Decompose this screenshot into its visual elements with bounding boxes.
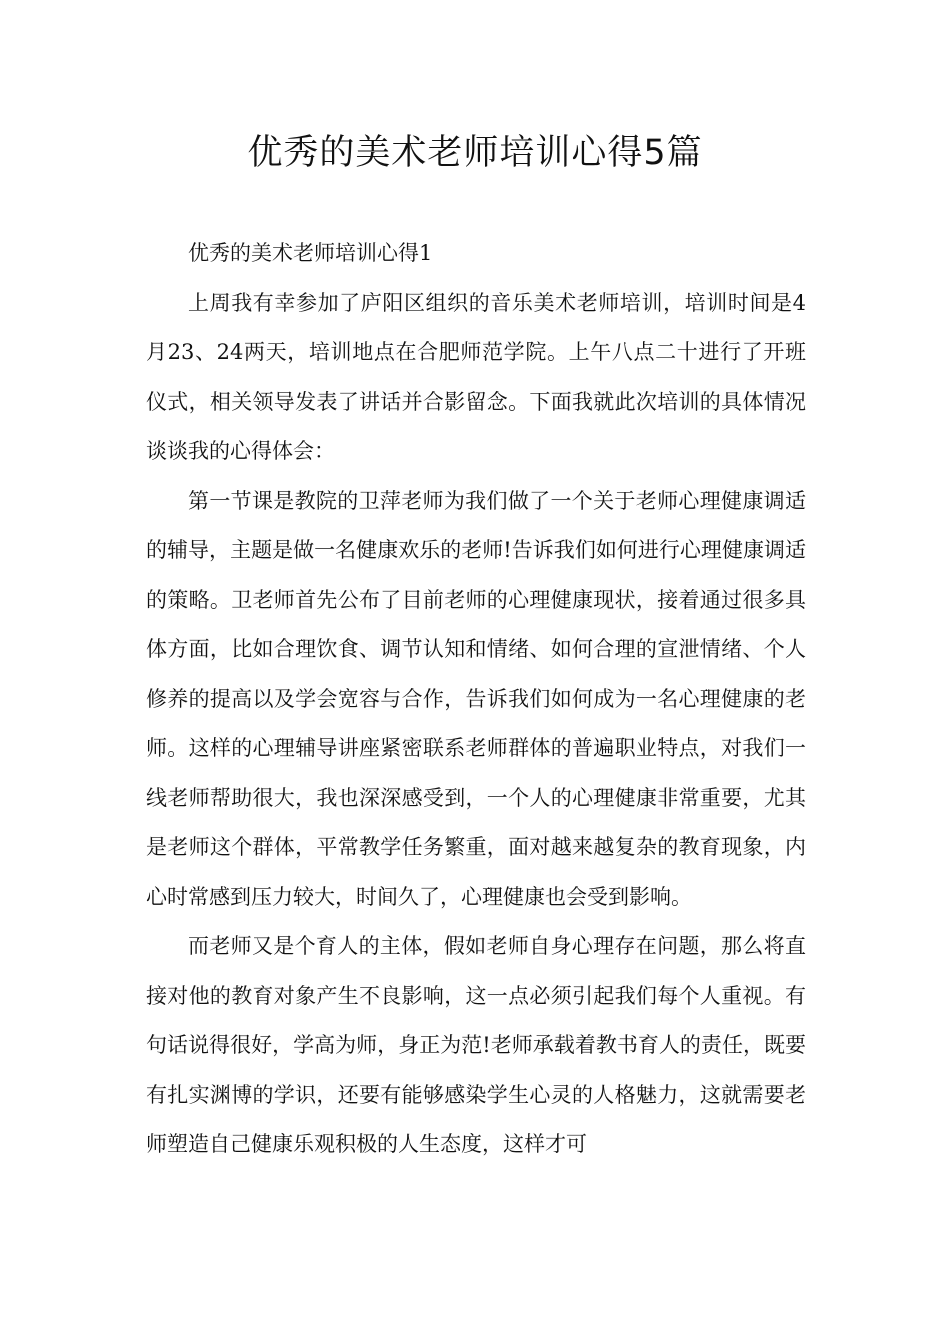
section-heading: 优秀的美术老师培训心得1 bbox=[188, 241, 433, 265]
document-body bbox=[146, 229, 806, 1170]
paragraph-1: 上周我有幸参加了庐阳区组织的音乐美术老师培训，培训时间是4月23、24两天，培训地点在合肥师范学院。上午八点二十进行了开班仪式，相关领导发表了讲话并合影留念。下面我就此次培训的具体情况谈谈我的心得体会： bbox=[146, 290, 806, 463]
paragraph-3: 而老师又是个育人的主体，假如老师自身心理存在问题，那么将直接对他的教育对象产生不良影响，这一点必须引起我们每个人重视。有句话说得很好，学高为师，身正为范!老师承载着教书育人的责任，既要有扎实渊博的学识，还要有能够感染学生心灵的人格魅力，这就需要老师塑造自己健康乐观积极的人生态度，这样才可 bbox=[146, 934, 806, 1156]
paragraph-2: 第一节课是教院的卫萍老师为我们做了一个关于老师心理健康调适的辅导，主题是做一名健康欢乐的老师!告诉我们如何进行心理健康调适的策略。卫老师首先公布了目前老师的心理健康现状，接着通过很多具体方面，比如合理饮食、调节认知和情绪、如何合理的宣泄情绪、个人修养的提高以及学会宽容与合作，告诉我们如何成为一名心理健康的老师。这样的心理辅导讲座紧密联系老师群体的普遍职业特点，对我们一线老师帮助很大，我也深深感受到，一个人的心理健康非常重要，尤其是老师这个群体，平常教学任务繁重，面对越来越复杂的教育现象，内心时常感到压力较大，时间久了，心理健康也会受到影响。 bbox=[146, 488, 806, 909]
document-title: 优秀的美术老师培训心得5篇 bbox=[247, 133, 703, 173]
